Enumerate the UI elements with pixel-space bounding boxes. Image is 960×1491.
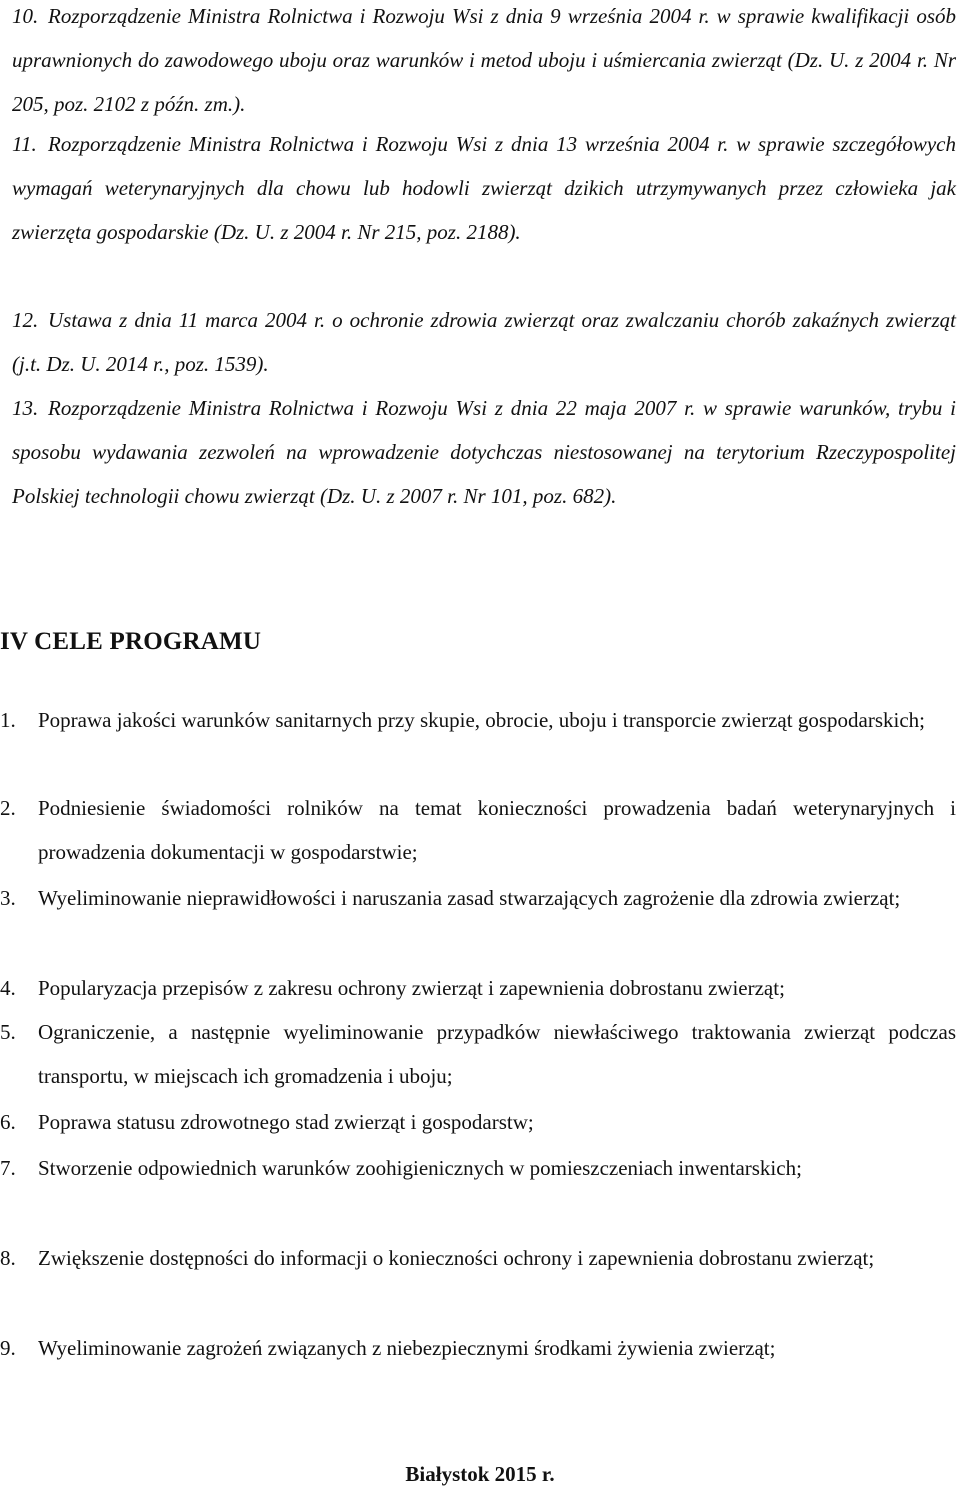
reference-text: Rozporządzenie Ministra Rolnictwa i Rozwoju Wsi z dnia 9 września 2004 r. w sprawie kwalifikacji osób uprawnionych do zawodowego uboju oraz warunków i metod uboju i uśmiercania zwierząt (Dz. U. z 2004 r. Nr 205, poz. 2102 z późn. zm.).	[12, 4, 956, 116]
goal-item	[0, 1146, 956, 1190]
reference-number: 13.	[12, 396, 39, 420]
reference-number: 11.	[12, 132, 37, 156]
goal-text: Podniesienie świadomości rolników na temat konieczności prowadzenia badań weterynaryjnych i prowadzenia dokumentacji w gospodarstwie;	[38, 796, 956, 864]
reference-number: 10.	[12, 4, 39, 28]
goal-text: Poprawa jakości warunków sanitarnych przy skupie, obrocie, uboju i transporcie zwierząt gospodarskich;	[38, 708, 925, 732]
section-heading: IV CELE PROGRAMU	[0, 628, 262, 655]
goal-number: 9.	[0, 1336, 16, 1360]
goal-text: Wyeliminowanie zagrożeń związanych z niebezpiecznymi środkami żywienia zwierząt;	[38, 1336, 776, 1360]
goal-number: 7.	[0, 1156, 16, 1180]
goal-item	[0, 1326, 956, 1370]
goal-text: Zwiększenie dostępności do informacji o konieczności ochrony i zapewnienia dobrostanu zwierząt;	[38, 1246, 875, 1270]
goal-number: 5.	[0, 1020, 16, 1044]
goal-item	[0, 876, 956, 920]
goal-number: 8.	[0, 1246, 16, 1270]
goal-number: 2.	[0, 796, 16, 820]
reference-text: Ustawa z dnia 11 marca 2004 r. o ochronie zdrowia zwierząt oraz zwalczaniu chorób zakaźnych zwierząt (j.t. Dz. U. 2014 r., poz. 1539).	[12, 308, 956, 376]
goal-text: Ograniczenie, a następnie wyeliminowanie przypadków niewłaściwego traktowania zwierząt podczas transportu, w miejscach ich gromadzenia i uboju;	[38, 1020, 956, 1088]
reference-item	[12, 298, 956, 386]
goal-number: 3.	[0, 886, 16, 910]
goal-item	[0, 966, 956, 1010]
goal-number: 4.	[0, 976, 16, 1000]
reference-item	[12, 0, 956, 126]
goal-number: 1.	[0, 708, 16, 732]
goal-text: Poprawa statusu zdrowotnego stad zwierząt i gospodarstw;	[38, 1110, 534, 1134]
goal-item	[0, 1010, 956, 1098]
goal-text: Popularyzacja przepisów z zakresu ochrony zwierząt i zapewnienia dobrostanu zwierząt;	[38, 976, 785, 1000]
goal-item	[0, 786, 956, 874]
goal-item	[0, 1236, 956, 1280]
goal-text: Wyeliminowanie nieprawidłowości i naruszania zasad stwarzających zagrożenie dla zdrowia zwierząt;	[38, 886, 901, 910]
goal-item	[0, 698, 956, 742]
footer-place-date: Białystok 2015 r.	[405, 1462, 555, 1486]
reference-item	[12, 386, 956, 518]
goal-text: Stworzenie odpowiednich warunków zoohigienicznych w pomieszczeniach inwentarskich;	[38, 1156, 802, 1180]
reference-text: Rozporządzenie Ministra Rolnictwa i Rozwoju Wsi z dnia 13 września 2004 r. w sprawie szczegółowych wymagań weterynaryjnych dla chowu lub hodowli zwierząt dzikich utrzymywanych przez człowieka jak zwierzęta gospodarskie (Dz. U. z 2004 r. Nr 215, poz. 2188).	[12, 132, 956, 244]
goal-item	[0, 1100, 956, 1144]
reference-number: 12.	[12, 308, 39, 332]
reference-item	[12, 122, 956, 254]
reference-text: Rozporządzenie Ministra Rolnictwa i Rozwoju Wsi z dnia 22 maja 2007 r. w sprawie warunków, trybu i sposobu wydawania zezwoleń na wprowadzenie dotychczas niestosowanej na terytorium Rzeczypospolitej Polskiej technologii chowu zwierząt (Dz. U. z 2007 r. Nr 101, poz. 682).	[12, 396, 956, 508]
goal-number: 6.	[0, 1110, 16, 1134]
